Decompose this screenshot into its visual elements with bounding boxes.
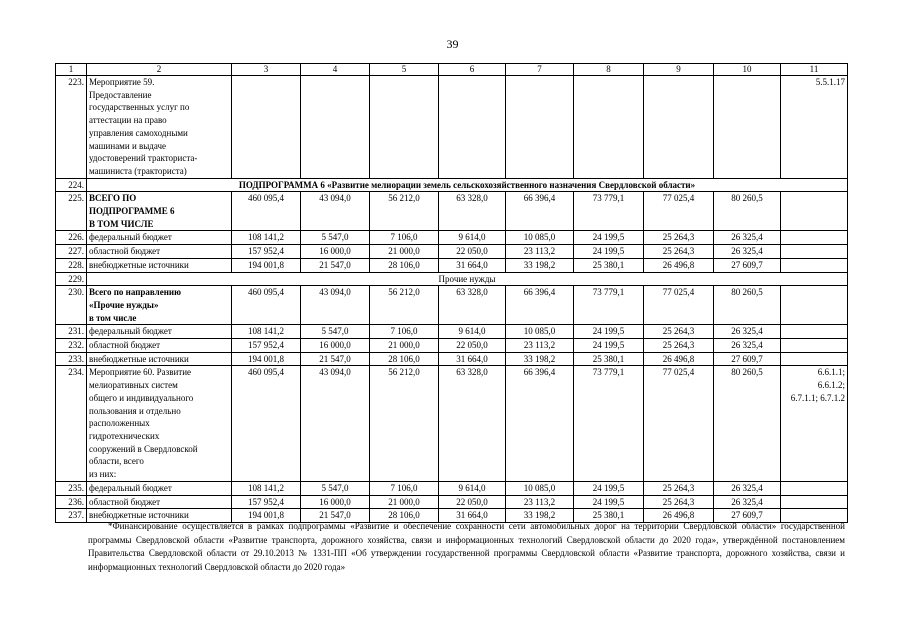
amount-cell	[714, 76, 781, 179]
amount-cell: 460 095,4	[232, 366, 301, 481]
amount-cell: 27 609,7	[714, 509, 781, 523]
amount-cell: 24 199,5	[574, 325, 644, 339]
table-row	[56, 366, 848, 481]
row-label: федеральный бюджет	[87, 481, 232, 495]
amount-cell: 66 396,4	[506, 192, 574, 231]
amount-cell: 24 199,5	[574, 481, 644, 495]
amount-cell: 26 325,4	[714, 495, 781, 509]
amount-cell: 80 260,5	[714, 286, 781, 325]
amount-cell: 25 380,1	[574, 258, 644, 272]
header-row	[56, 64, 848, 76]
amount-cell: 77 025,4	[644, 192, 714, 231]
amount-cell	[232, 76, 301, 179]
amount-cell: 460 095,4	[232, 192, 301, 231]
section-row	[56, 272, 848, 286]
amount-cell: 23 113,2	[506, 339, 574, 353]
amount-cell: 24 199,5	[574, 245, 644, 259]
amount-cell: 43 094,0	[301, 286, 370, 325]
target-code-cell	[781, 258, 848, 272]
section-title: ПОДПРОГРАММА 6 «Развитие мелиорации земель сельскохозяйственного назначения Свердловской области»	[87, 178, 848, 192]
section-row	[56, 178, 848, 192]
amount-cell: 22 050,0	[439, 245, 506, 259]
amount-cell: 27 609,7	[714, 258, 781, 272]
amount-cell: 21 000,0	[370, 245, 439, 259]
amount-cell: 10 085,0	[506, 325, 574, 339]
table-row	[56, 339, 848, 353]
row-label: областной бюджет	[87, 495, 232, 509]
row-number: 230.	[56, 286, 87, 325]
amount-cell: 10 085,0	[506, 481, 574, 495]
row-label: областной бюджет	[87, 339, 232, 353]
amount-cell	[574, 76, 644, 179]
column-header: 7	[506, 64, 574, 76]
amount-cell: 26 325,4	[714, 481, 781, 495]
footnote: *Финансирование осуществляется в рамках подпрограммы «Развитие и обеспечение сохранности сети автомобильных дорог на территории Свердловской области» государственной программы Свердловской области «Развитие транспорта, дорожного хозяйства, связи и информационных технологий Свердловской области до 2020 года», утверждённой постановлением Правительства Свердловской области от 29.10.2013 № 1331-ПП «Об утверждении государственной программы Свердловской области «Развитие транспорта, дорожного хозяйства, связи и информационных технологий Свердловской области до 2020 года»	[88, 521, 845, 572]
amount-cell: 22 050,0	[439, 495, 506, 509]
amount-cell: 10 085,0	[506, 231, 574, 245]
amount-cell: 26 325,4	[714, 339, 781, 353]
target-code-cell	[781, 495, 848, 509]
amount-cell: 108 141,2	[232, 325, 301, 339]
target-code-cell: 5.5.1.17	[781, 76, 848, 179]
amount-cell: 9 614,0	[439, 481, 506, 495]
amount-cell: 33 198,2	[506, 258, 574, 272]
amount-cell: 460 095,4	[232, 286, 301, 325]
amount-cell: 63 328,0	[439, 192, 506, 231]
row-number: 231.	[56, 325, 87, 339]
amount-cell: 28 106,0	[370, 509, 439, 523]
column-header: 5	[370, 64, 439, 76]
table-row	[56, 231, 848, 245]
target-code-cell	[781, 231, 848, 245]
row-label: федеральный бюджет	[87, 325, 232, 339]
amount-cell: 5 547,0	[301, 481, 370, 495]
amount-cell: 28 106,0	[370, 352, 439, 366]
row-label: Мероприятие 59. Предоставление государственных услуг по аттестации на право управления самоходными машинами и выдаче удостоверений тракториста- машиниста (тракториста)	[87, 76, 232, 179]
amount-cell: 56 212,0	[370, 286, 439, 325]
table-row	[56, 495, 848, 509]
amount-cell: 9 614,0	[439, 325, 506, 339]
target-code-cell	[781, 286, 848, 325]
row-label: внебюджетные источники	[87, 352, 232, 366]
row-number: 234.	[56, 366, 87, 481]
target-code-cell	[781, 325, 848, 339]
row-number: 225.	[56, 192, 87, 231]
row-label: Мероприятие 60. Развитие мелиоративных систем общего и индивидуального пользования и отдельно расположенных гидротехнических сооружений в Свердловской области, всего из них:	[87, 366, 232, 481]
column-header: 3	[232, 64, 301, 76]
row-label: внебюджетные источники	[87, 509, 232, 523]
column-header: 6	[439, 64, 506, 76]
amount-cell	[439, 76, 506, 179]
column-header: 8	[574, 64, 644, 76]
table-row	[56, 481, 848, 495]
amount-cell: 77 025,4	[644, 286, 714, 325]
amount-cell: 21 547,0	[301, 509, 370, 523]
row-number: 235.	[56, 481, 87, 495]
target-code-cell	[781, 339, 848, 353]
amount-cell: 5 547,0	[301, 325, 370, 339]
amount-cell: 21 547,0	[301, 352, 370, 366]
amount-cell: 25 380,1	[574, 352, 644, 366]
amount-cell: 26 325,4	[714, 325, 781, 339]
budget-table	[55, 63, 848, 523]
amount-cell: 194 001,8	[232, 258, 301, 272]
amount-cell: 25 264,3	[644, 495, 714, 509]
table-row	[56, 258, 848, 272]
section-title: Прочие нужды	[87, 272, 848, 286]
amount-cell: 21 547,0	[301, 258, 370, 272]
row-label: ВСЕГО ПО ПОДПРОГРАММЕ 6 В ТОМ ЧИСЛЕ	[87, 192, 232, 231]
amount-cell: 25 380,1	[574, 509, 644, 523]
row-label: областной бюджет	[87, 245, 232, 259]
amount-cell	[506, 76, 574, 179]
amount-cell: 108 141,2	[232, 231, 301, 245]
amount-cell: 26 496,8	[644, 352, 714, 366]
amount-cell: 194 001,8	[232, 352, 301, 366]
amount-cell: 33 198,2	[506, 509, 574, 523]
row-number: 224.	[56, 178, 87, 192]
amount-cell: 56 212,0	[370, 366, 439, 481]
row-number: 229.	[56, 272, 87, 286]
amount-cell: 73 779,1	[574, 192, 644, 231]
row-label: Всего по направлению «Прочие нужды» в том числе	[87, 286, 232, 325]
amount-cell: 25 264,3	[644, 325, 714, 339]
row-number: 223.	[56, 76, 87, 179]
amount-cell: 16 000,0	[301, 245, 370, 259]
amount-cell: 194 001,8	[232, 509, 301, 523]
target-code-cell	[781, 192, 848, 231]
amount-cell: 56 212,0	[370, 192, 439, 231]
amount-cell: 24 199,5	[574, 495, 644, 509]
amount-cell: 157 952,4	[232, 339, 301, 353]
amount-cell: 43 094,0	[301, 192, 370, 231]
amount-cell: 66 396,4	[506, 366, 574, 481]
row-number: 236.	[56, 495, 87, 509]
page-number: 39	[446, 37, 459, 51]
table-row	[56, 245, 848, 259]
table-row	[56, 325, 848, 339]
row-number: 226.	[56, 231, 87, 245]
amount-cell: 73 779,1	[574, 286, 644, 325]
amount-cell: 16 000,0	[301, 495, 370, 509]
row-number: 233.	[56, 352, 87, 366]
table-row	[56, 192, 848, 231]
row-number: 227.	[56, 245, 87, 259]
row-number: 237.	[56, 509, 87, 523]
amount-cell: 7 106,0	[370, 231, 439, 245]
amount-cell: 43 094,0	[301, 366, 370, 481]
amount-cell: 26 496,8	[644, 258, 714, 272]
amount-cell: 26 496,8	[644, 509, 714, 523]
table-row	[56, 76, 848, 179]
amount-cell: 80 260,5	[714, 366, 781, 481]
column-header: 2	[87, 64, 232, 76]
amount-cell: 24 199,5	[574, 231, 644, 245]
column-header: 11	[781, 64, 848, 76]
amount-cell: 16 000,0	[301, 339, 370, 353]
row-number: 232.	[56, 339, 87, 353]
amount-cell: 28 106,0	[370, 258, 439, 272]
amount-cell: 27 609,7	[714, 352, 781, 366]
amount-cell: 80 260,5	[714, 192, 781, 231]
amount-cell: 7 106,0	[370, 481, 439, 495]
amount-cell: 63 328,0	[439, 366, 506, 481]
row-label: федеральный бюджет	[87, 231, 232, 245]
amount-cell: 25 264,3	[644, 339, 714, 353]
amount-cell: 9 614,0	[439, 231, 506, 245]
amount-cell	[370, 76, 439, 179]
amount-cell: 157 952,4	[232, 495, 301, 509]
amount-cell: 23 113,2	[506, 495, 574, 509]
target-code-cell	[781, 352, 848, 366]
amount-cell: 24 199,5	[574, 339, 644, 353]
amount-cell: 157 952,4	[232, 245, 301, 259]
amount-cell	[301, 76, 370, 179]
amount-cell: 23 113,2	[506, 245, 574, 259]
amount-cell: 21 000,0	[370, 495, 439, 509]
amount-cell: 33 198,2	[506, 352, 574, 366]
amount-cell: 7 106,0	[370, 325, 439, 339]
amount-cell: 31 664,0	[439, 258, 506, 272]
target-code-cell	[781, 481, 848, 495]
amount-cell: 73 779,1	[574, 366, 644, 481]
row-number: 228.	[56, 258, 87, 272]
target-code-cell	[781, 245, 848, 259]
amount-cell: 77 025,4	[644, 366, 714, 481]
amount-cell: 25 264,3	[644, 245, 714, 259]
amount-cell: 26 325,4	[714, 245, 781, 259]
column-header: 10	[714, 64, 781, 76]
amount-cell	[644, 76, 714, 179]
amount-cell: 31 664,0	[439, 352, 506, 366]
column-header: 4	[301, 64, 370, 76]
column-header: 9	[644, 64, 714, 76]
column-header: 1	[56, 64, 87, 76]
amount-cell: 63 328,0	[439, 286, 506, 325]
amount-cell: 31 664,0	[439, 509, 506, 523]
amount-cell: 25 264,3	[644, 231, 714, 245]
amount-cell: 108 141,2	[232, 481, 301, 495]
amount-cell: 66 396,4	[506, 286, 574, 325]
amount-cell: 21 000,0	[370, 339, 439, 353]
amount-cell: 5 547,0	[301, 231, 370, 245]
table-row	[56, 286, 848, 325]
target-code-cell: 6.6.1.1; 6.6.1.2; 6.7.1.1; 6.7.1.2	[781, 366, 848, 481]
table-row	[56, 352, 848, 366]
amount-cell: 25 264,3	[644, 481, 714, 495]
row-label: внебюджетные источники	[87, 258, 232, 272]
amount-cell: 22 050,0	[439, 339, 506, 353]
amount-cell: 26 325,4	[714, 231, 781, 245]
